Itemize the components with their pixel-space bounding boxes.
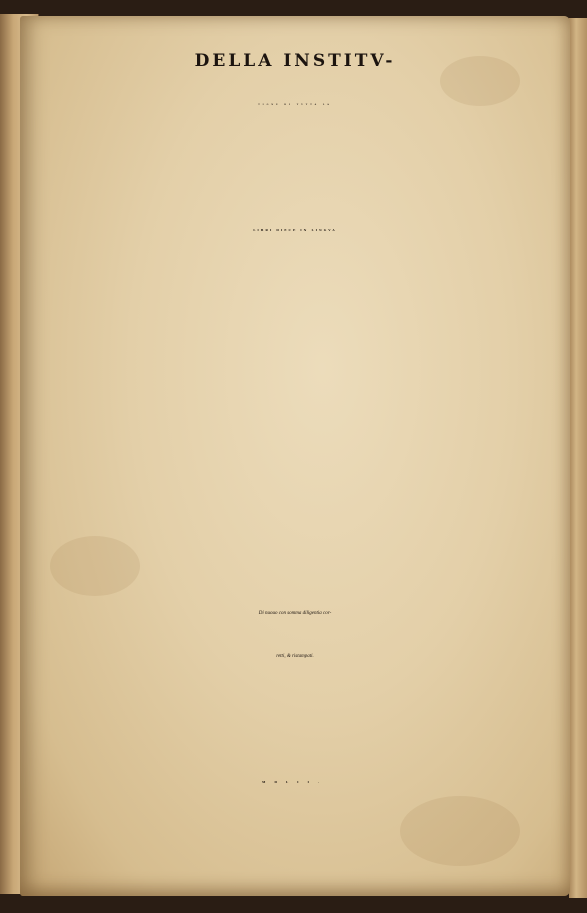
subtitle-caps-line-1: LIBRI DIECE IN LINGVA <box>253 228 337 232</box>
title-line-2: TIONE DI TVTTA LA <box>258 104 332 106</box>
imprint-place <box>20 710 570 740</box>
dedication-italic-line-2 <box>20 562 570 588</box>
subtitle-italic-line-3 <box>20 328 570 355</box>
paper-stain <box>400 796 520 866</box>
title-line-1: DELLA INSTITV- <box>194 51 396 71</box>
author-caps-line <box>20 423 570 445</box>
subtitle-italic-line-1 <box>20 274 570 301</box>
title-line-5 <box>20 182 570 206</box>
edition-italic-line-2: retti, & ristampati. <box>276 654 314 659</box>
title-page-text <box>20 16 570 800</box>
imprint-year: MDLII. <box>262 780 328 784</box>
subtitle-italic-line-2 <box>20 301 570 328</box>
subtitle-caps-line-2 <box>20 248 570 274</box>
author-italic-line-1 <box>20 445 570 465</box>
edition-italic-line-1: Di nuouo con somma diligentia cor- <box>258 611 332 616</box>
dedication-caps-line <box>20 513 570 537</box>
author-italic-line-3 <box>20 485 570 505</box>
title-line-3 <box>20 122 570 154</box>
subtitle-italic-line-4 <box>20 355 570 382</box>
dedication-italic-line-1 <box>20 537 570 562</box>
author-italic-line-2 <box>20 465 570 485</box>
title-line-4 <box>20 154 570 182</box>
page-fore-edge <box>569 18 587 898</box>
imprint-printer <box>20 740 570 762</box>
subtitle-italic-line-5 <box>20 382 570 409</box>
